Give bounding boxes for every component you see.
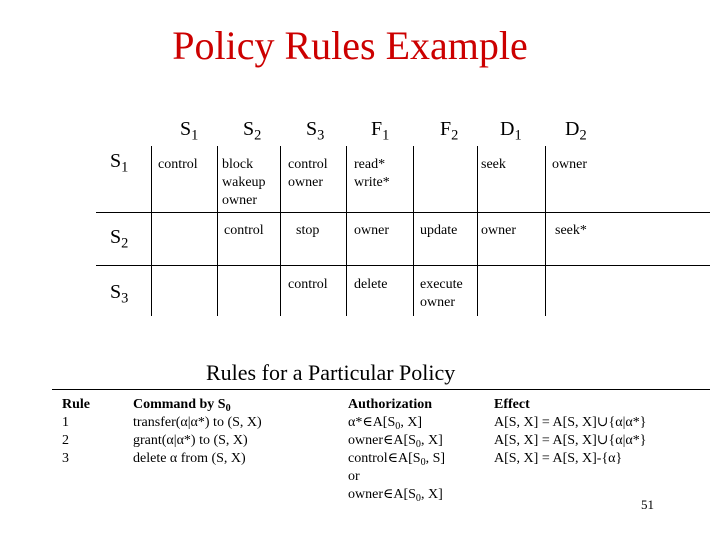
effect-header: Effect [494, 397, 530, 412]
matrix-cell: control [158, 157, 198, 172]
matrix-cell: delete [354, 277, 388, 292]
grid-line [413, 146, 414, 316]
grid-line [96, 265, 710, 266]
matrix-cell: seek* [555, 223, 587, 238]
matrix-cell: stop [296, 223, 320, 238]
grid-line [96, 212, 710, 213]
rule-number: 1 [62, 415, 69, 430]
column-header-f2: $F_2$ [440, 118, 459, 144]
command-column [133, 396, 262, 468]
column-header-s2: $S_2$ [243, 118, 262, 144]
authorization-header: Authorization [348, 397, 432, 412]
rule-number: 3 [62, 451, 69, 466]
divider-line [52, 389, 710, 390]
grid-line [477, 146, 478, 316]
row-label-s3: $S_3$ [110, 281, 129, 307]
rule-number-column [62, 396, 90, 468]
grid-line [280, 146, 281, 316]
rule-header: Rule [62, 397, 90, 412]
matrix-cell: read* write* [354, 157, 390, 190]
section-subtitle: Rules for a Particular Policy [206, 360, 456, 385]
authorization-cell: $\alpha*\in A[S_0$, X] [348, 415, 423, 433]
matrix-cell: update [420, 223, 458, 238]
matrix-cell: owner [481, 223, 516, 238]
grid-line [545, 146, 546, 316]
authorization-cell: $owner\in A[S_0$, X] [348, 433, 443, 451]
matrix-cell: execute owner [420, 277, 463, 310]
row-label-s2: $S_2$ [110, 226, 129, 252]
page-number: 51 [641, 497, 654, 512]
effect-column [494, 396, 646, 468]
effect-cell: A[S, X] = A[S, X]∪{α|α*} [494, 433, 647, 448]
grid-line [217, 146, 218, 316]
column-header-d1: $D_1$ [500, 118, 522, 144]
column-header-f1: $F_1$ [371, 118, 390, 144]
matrix-cell: control [288, 277, 328, 292]
matrix-cell: owner [552, 157, 587, 172]
command-header: Command by $S_0$ [133, 397, 231, 415]
matrix-cell: seek [481, 157, 506, 172]
slide-title: Policy Rules Example [172, 23, 528, 68]
matrix-cell: block wakeup owner [222, 157, 266, 208]
command-cell: grant(α|α*) to (S, X) [133, 433, 248, 448]
authorization-cell: $control\in A[S_0$, S] or $owner\in A[S_0$, X] [348, 451, 446, 505]
column-header-d2: $D_2$ [565, 118, 587, 144]
matrix-cell: owner [354, 223, 389, 238]
grid-line [346, 146, 347, 316]
column-header-s1: $S_1$ [180, 118, 199, 144]
authorization-column [348, 396, 445, 504]
row-label-s1: $S_1$ [110, 150, 129, 176]
effect-cell: A[S, X] = A[S, X]-{α} [494, 451, 623, 466]
grid-line [151, 146, 152, 316]
rule-number: 2 [62, 433, 69, 448]
matrix-cell: control [224, 223, 264, 238]
effect-cell: A[S, X] = A[S, X]∪{α|α*} [494, 415, 647, 430]
matrix-cell: control owner [288, 157, 328, 190]
command-cell: delete α from (S, X) [133, 451, 246, 466]
command-cell: transfer(α|α*) to (S, X) [133, 415, 262, 430]
column-header-s3: $S_3$ [306, 118, 325, 144]
